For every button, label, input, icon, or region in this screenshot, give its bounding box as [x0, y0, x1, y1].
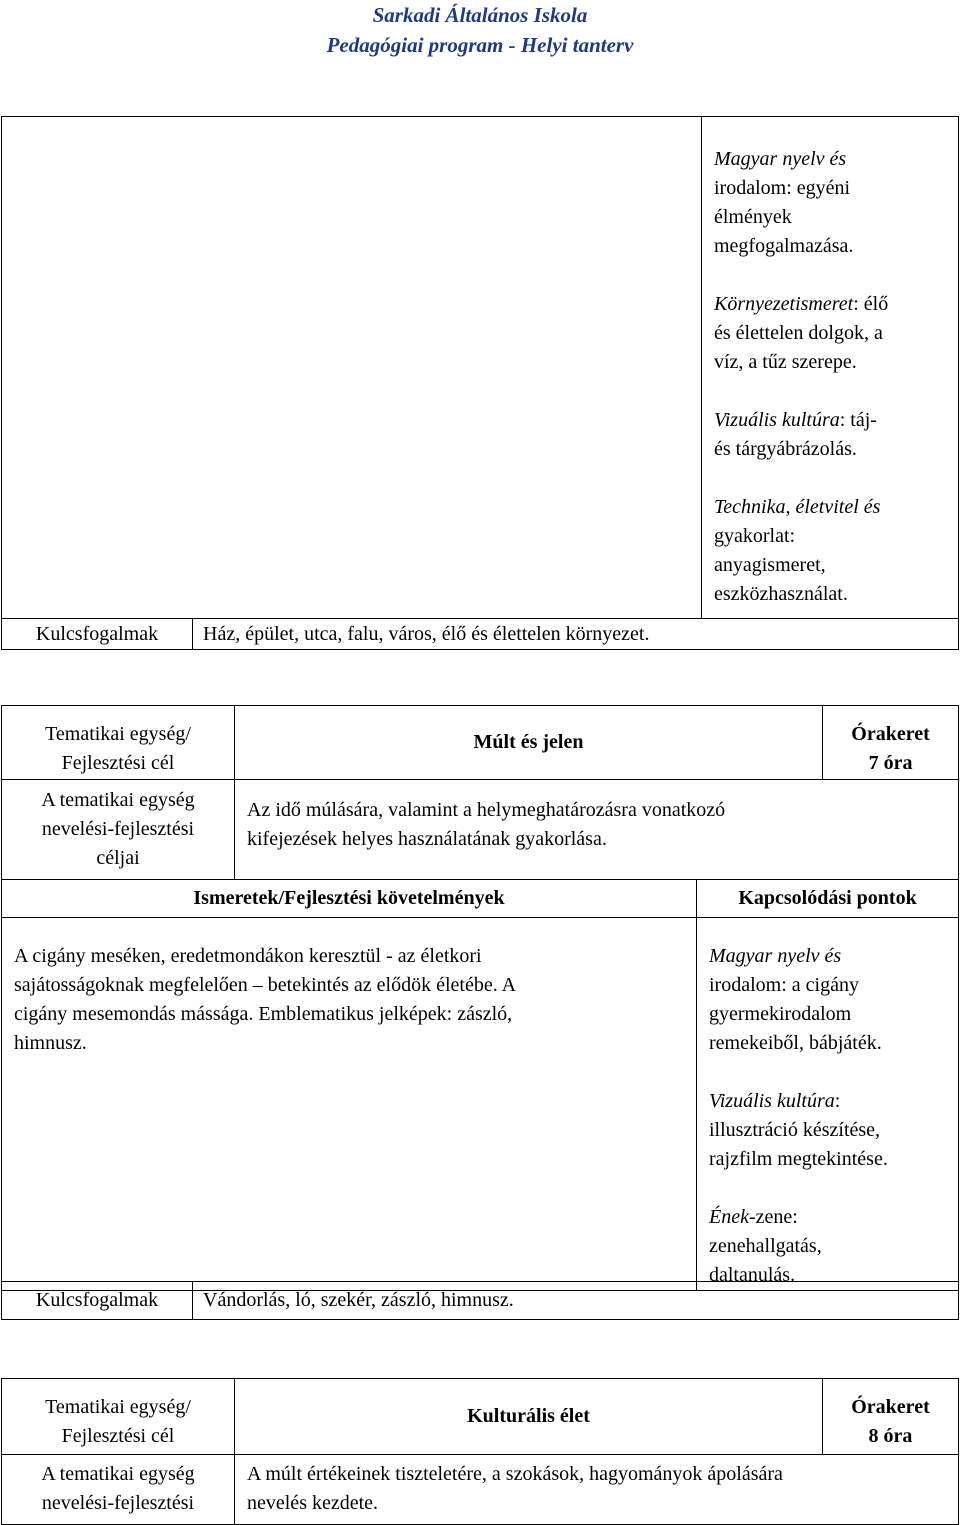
section1-table [1, 116, 959, 650]
connection-subject: Vizuális kultúra [714, 409, 840, 431]
connections-header: Kapcsolódási pontok [697, 880, 959, 918]
hours-value: 8 óra [868, 1425, 913, 1447]
keywords-text: Vándorlás, ló, szekér, zászló, himnusz. [193, 1282, 959, 1320]
keywords-label: Kulcsfogalmak [2, 1282, 193, 1320]
document-title: Pedagógiai program - Helyi tanterv [326, 33, 634, 57]
keywords-label: Kulcsfogalmak [2, 619, 193, 650]
unit-title: Múlt és jelen [235, 706, 823, 780]
connection-subject: Ének [709, 1206, 749, 1228]
requirements-cell-empty [2, 117, 702, 619]
goals-text: Az idő múlására, valamint a helymeghatározásra vonatkozó kifejezések helyes használatának gyakorlása. [235, 780, 959, 880]
goals-label-cell: A tematikai egység nevelési-fejlesztési céljai [2, 780, 235, 880]
section3-table [1, 1378, 959, 1525]
connections-cell: Magyar nyelv és irodalom: a cigány gyermekirodalom remekeiből, bábjáték. Vizuális kultúra: illusztráció készítése, rajzfilm megtekintése. Ének-zene: zenehallgatás, daltanulás. [697, 918, 959, 1291]
hours-value: 7 óra [868, 752, 913, 774]
hours-cell: Órakeret 8 óra [823, 1379, 959, 1455]
unit-label-cell: Tematikai egység/ Fejlesztési cél [2, 706, 235, 780]
school-name: Sarkadi Általános Iskola [372, 3, 588, 27]
keywords-text: Ház, épület, utca, falu, város, élő és élettelen környezet. [193, 619, 959, 650]
goals-label-cell: A tematikai egység nevelési-fejlesztési [2, 1455, 235, 1525]
section2-keywords-table [1, 1281, 959, 1320]
connection-subject: Magyar nyelv és [709, 945, 842, 967]
connections-cell: Magyar nyelv és irodalom: egyéni élmények megfogalmazása. Környezetismeret: élő és élettelen dolgok, a víz, a tűz szerepe. Vizuális kultúra: táj- és tárgyábrázolás. Technika, életvitel és gyakorlat: anyagismeret, eszközhasználat. [702, 117, 959, 619]
hours-cell: Órakeret 7 óra [823, 706, 959, 780]
goals-text: A múlt értékeinek tiszteletére, a szokások, hagyományok ápolására nevelés kezdete. [235, 1455, 959, 1525]
connection-subject: Technika, életvitel és [714, 496, 881, 518]
requirements-text: A cigány meséken, eredetmondákon keresztül - az életkori sajátosságoknak megfelelően – betekintés az elődök életébe. A cigány mesemondás mássága. Emblematikus jelképek: zászló, himnusz. [2, 918, 697, 1291]
connection-subject: Környezetismeret [714, 293, 854, 315]
requirements-header: Ismeretek/Fejlesztési követelmények [2, 880, 697, 918]
section2-table [1, 705, 959, 1291]
unit-title: Kulturális élet [235, 1379, 823, 1455]
connection-subject: Magyar nyelv és [714, 148, 847, 170]
connection-subject: Vizuális kultúra [709, 1090, 835, 1112]
unit-label-cell: Tematikai egység/ Fejlesztési cél [2, 1379, 235, 1455]
